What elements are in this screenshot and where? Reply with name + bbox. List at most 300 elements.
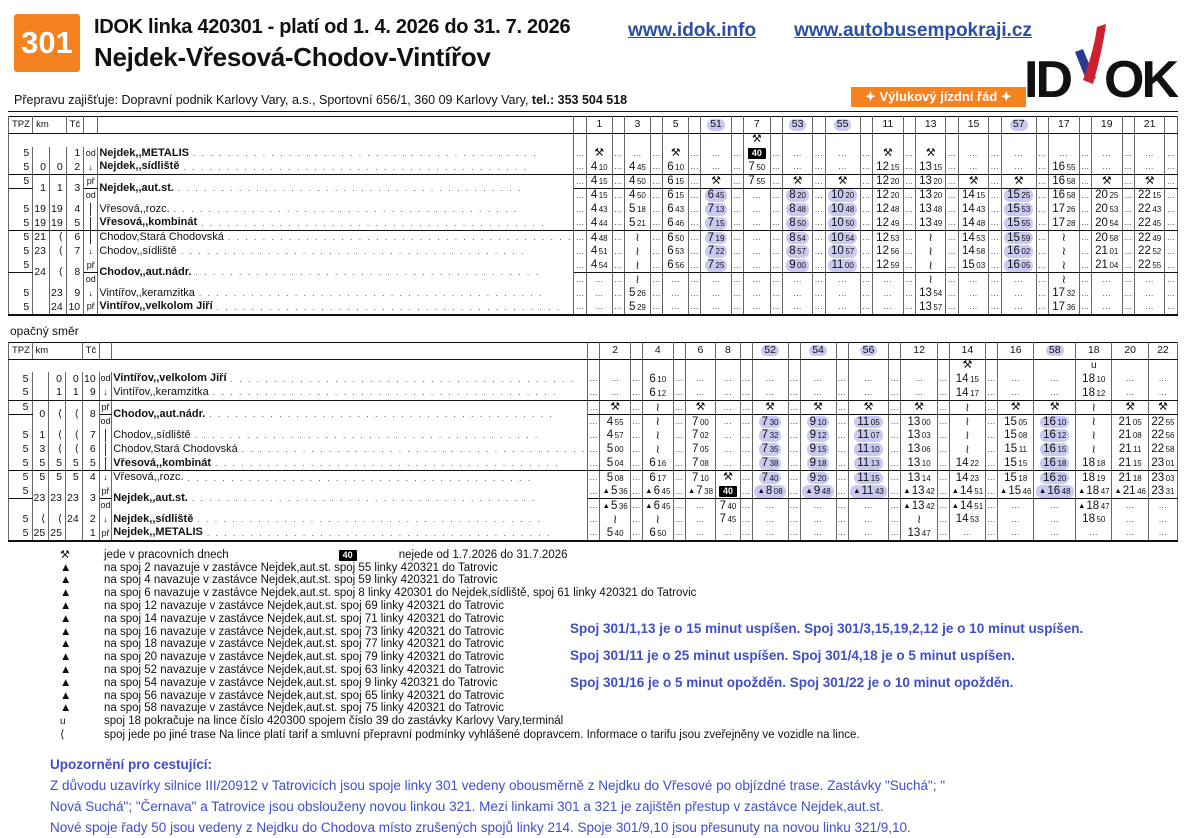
time-value: 13 00 xyxy=(907,415,931,428)
spacer-dots: ... xyxy=(837,528,847,538)
spacer-dots: ... xyxy=(789,430,799,440)
time-value: 14 58 xyxy=(961,245,986,258)
time-cell xyxy=(586,217,612,231)
spacer-cell xyxy=(860,189,872,203)
other-route-icon: ≀ xyxy=(1061,272,1067,287)
spacer-column-header xyxy=(889,342,901,359)
time-value: 20 25 xyxy=(1095,189,1119,202)
spacer-cell xyxy=(1036,147,1048,161)
tc-value: 3 xyxy=(66,175,83,203)
time-value: 13 49 xyxy=(919,216,943,229)
tpz-value xyxy=(9,189,33,203)
time-cell xyxy=(782,273,812,287)
time-value: 12 20 xyxy=(876,175,900,188)
time-cell xyxy=(825,301,860,315)
time-cell xyxy=(1049,175,1080,189)
spacer-dots: ... xyxy=(1124,302,1133,312)
trip-number: 53 xyxy=(789,119,807,130)
spacer-cell xyxy=(889,443,901,457)
spacer-dots: ... xyxy=(890,430,899,440)
trip-number: 22 xyxy=(1157,344,1169,357)
time-cell xyxy=(716,527,740,541)
spacer-cell xyxy=(889,485,901,499)
time-value: 4 57 xyxy=(606,429,624,442)
spacer-cell xyxy=(689,301,701,315)
spacer-cell xyxy=(813,273,825,287)
time-cell xyxy=(915,245,946,259)
time-cell xyxy=(744,175,771,189)
tpz-value: 5 xyxy=(9,527,33,541)
station-cell xyxy=(112,471,588,485)
notice-title: Upozornění pro cestující: xyxy=(50,756,213,772)
time-cell xyxy=(752,527,788,541)
km-value xyxy=(33,287,50,301)
time-cell xyxy=(1034,443,1076,457)
not-served-dots: ... xyxy=(1050,514,1059,524)
time-value: 7 32 xyxy=(759,429,782,442)
time-value: 14 53 xyxy=(955,513,979,526)
station-name: Vintířov,,velkolom Jiří xyxy=(99,301,213,313)
spacer-dots: ... xyxy=(1038,302,1047,312)
time-cell xyxy=(958,175,989,189)
spacer-dots: ... xyxy=(990,204,1000,214)
time-value: ▲21 46 xyxy=(1114,485,1146,498)
time-value: 16 02 xyxy=(1004,245,1033,258)
tpz-value: 5 xyxy=(9,147,33,161)
time-cell xyxy=(625,175,651,189)
spacer-dots: ... xyxy=(862,148,871,158)
spacer-dots: ... xyxy=(1081,190,1090,200)
spacer-dots: ... xyxy=(814,148,823,158)
spacer-cell xyxy=(946,273,958,287)
spacer-cell xyxy=(631,499,643,513)
connection-icon: ▲ xyxy=(60,625,72,638)
passenger-notice xyxy=(8,754,1178,838)
spacer-dots: ... xyxy=(1081,246,1090,256)
time-cell xyxy=(625,147,651,161)
spacer-cell xyxy=(986,415,998,429)
time-cell xyxy=(825,161,860,175)
spacer-cell xyxy=(740,386,752,400)
tpz-value: 5 xyxy=(9,485,33,499)
other-route-icon: ≀ xyxy=(635,230,640,244)
other-route-icon: ≀ xyxy=(1061,244,1067,258)
other-route-icon: ≀ xyxy=(928,230,933,244)
km-header: km xyxy=(32,342,82,359)
time-cell xyxy=(1034,471,1076,485)
legend-row xyxy=(8,562,1178,575)
trip-column-header xyxy=(1091,117,1122,134)
time-cell xyxy=(901,400,937,415)
not-served-dots: ... xyxy=(1014,162,1023,172)
not-served-dots: ... xyxy=(671,302,680,312)
time-cell xyxy=(1134,287,1165,301)
legend-symbol xyxy=(60,715,104,729)
spacer-cell xyxy=(989,217,1001,231)
spacer-cell xyxy=(836,527,848,541)
time-value: 7 38 xyxy=(759,457,782,470)
spacer-cell xyxy=(612,231,624,245)
dotted-leader: . . . . . . . . . . . . . . . . . . . . . . . . . . . . . . . . . . . . . . . . xyxy=(194,431,540,441)
time-cell xyxy=(998,443,1034,457)
time-cell xyxy=(716,415,740,429)
time-cell xyxy=(600,527,631,541)
spacer-cell xyxy=(1079,301,1091,315)
time-cell xyxy=(1112,499,1148,513)
time-cell xyxy=(586,259,612,273)
spacer-cell xyxy=(631,429,643,443)
time-value: 11 00 xyxy=(828,259,856,272)
spacer-cell xyxy=(631,372,643,386)
spacer-dots: ... xyxy=(905,246,914,256)
trip-number: 14 xyxy=(961,344,974,357)
spacer-dots: ... xyxy=(862,190,871,200)
spacer-cell xyxy=(612,273,624,287)
spacer-dots: ... xyxy=(890,402,899,412)
time-cell xyxy=(1049,147,1080,161)
time-value: 18 18 xyxy=(1082,457,1106,470)
time-cell xyxy=(685,429,716,443)
spacer-cell xyxy=(740,513,752,527)
legend-symbol xyxy=(60,677,104,690)
spacer-dots: ... xyxy=(733,190,742,200)
time-cell xyxy=(1134,189,1165,203)
not-served-dots: ... xyxy=(813,528,823,538)
time-cell xyxy=(1091,301,1122,315)
tc-header: Tč xyxy=(82,342,99,359)
dotted-leader: . . . . . . . . . . . . . . . . . . . . . . . . . . . . . . . . . . . . . . . . xyxy=(227,233,573,243)
spacer-cell xyxy=(631,513,643,527)
time-cell xyxy=(848,457,889,471)
time-cell xyxy=(600,415,631,429)
band-cell xyxy=(1076,359,1112,372)
spacer-cell xyxy=(1122,175,1134,189)
legend-text: na spoj 16 navazuje v zastávce Nejdek,aut.st. spoj 73 linky 420321 do Tatrovic xyxy=(104,625,504,638)
spacer-dots: ... xyxy=(987,388,996,398)
direction-mark: př xyxy=(99,485,111,499)
not-served-dots: ... xyxy=(611,374,620,384)
time-cell xyxy=(663,245,689,259)
spacer-dots: ... xyxy=(576,260,585,270)
dotted-leader: . . . . . . . . . . . . . . . . . . . . . . . . . . . . . . . . . . . . . . . . xyxy=(216,302,562,312)
not-served-dots: ... xyxy=(864,528,873,538)
time-cell xyxy=(901,443,937,457)
band-cell xyxy=(631,359,643,372)
spacer-dots: ... xyxy=(948,218,957,228)
spacer-dots: ... xyxy=(837,458,847,468)
time-value: 6 15 xyxy=(667,189,685,202)
spacer-cell xyxy=(889,386,901,400)
time-value: 4 48 xyxy=(590,231,608,244)
connection-icon: ▲ xyxy=(645,500,653,510)
km-value: 25 xyxy=(49,527,66,541)
spacer-dots: ... xyxy=(905,162,914,172)
spacer-dots: ... xyxy=(742,473,751,483)
connection-icon: ▲ xyxy=(1077,500,1086,510)
spacer-dots: ... xyxy=(789,417,799,427)
not-served-dots: ... xyxy=(864,374,873,384)
spacer-cell xyxy=(788,372,800,386)
spacer-cell xyxy=(946,175,958,189)
spacer-cell xyxy=(770,245,782,259)
spacer-dots: ... xyxy=(576,288,585,298)
spacer-dots: ... xyxy=(632,430,641,440)
time-value: ▲13 42 xyxy=(903,485,935,498)
band-cell xyxy=(770,134,782,147)
spacer-cell xyxy=(650,161,662,175)
time-cell xyxy=(848,443,889,457)
time-cell xyxy=(901,471,937,485)
connection-icon: ▲ xyxy=(602,486,610,496)
spacer-cell xyxy=(788,386,800,400)
time-cell xyxy=(1148,527,1177,541)
not-served-dots: ... xyxy=(969,162,978,172)
spacer-dots: ... xyxy=(890,458,899,468)
spacer-dots: ... xyxy=(589,444,598,454)
time-cell xyxy=(958,273,989,287)
band-cell xyxy=(1165,134,1178,147)
spacer-cell xyxy=(770,259,782,273)
tpz-value: 5 xyxy=(9,372,33,386)
workdays-icon: ⚒ xyxy=(962,359,973,372)
connection-icon: ▲ xyxy=(903,500,911,510)
not-served-dots: ... xyxy=(752,275,761,285)
spacer-dots: ... xyxy=(1167,275,1176,285)
spacer-dots: ... xyxy=(837,473,847,483)
km-value: 24 xyxy=(65,513,82,527)
idok-logo xyxy=(1024,16,1176,109)
time-cell xyxy=(873,287,904,301)
time-cell xyxy=(1091,175,1122,189)
other-route-icon: ≀ xyxy=(655,428,661,442)
spacer-cell xyxy=(1036,231,1048,245)
not-served-dots: ... xyxy=(1126,388,1135,398)
station-cell xyxy=(98,231,574,245)
km-value: 19 xyxy=(33,217,50,231)
time-cell xyxy=(800,485,836,499)
station-name: Nejdek,,aut.st. xyxy=(113,492,188,504)
spacer-cell xyxy=(650,203,662,217)
time-cell xyxy=(782,245,812,259)
spacer-cell xyxy=(1165,287,1178,301)
spacer-dots: ... xyxy=(990,302,1000,312)
time-cell xyxy=(825,175,860,189)
not-served-dots: ... xyxy=(969,148,978,158)
spacer-cell xyxy=(673,400,685,415)
spacer-cell xyxy=(788,527,800,541)
spacer-cell xyxy=(612,189,624,203)
band-cell xyxy=(1112,359,1148,372)
spacer-dots: ... xyxy=(1124,176,1133,186)
km-value xyxy=(49,147,66,161)
spacer-cell xyxy=(770,287,782,301)
spacer-cell xyxy=(689,161,701,175)
km-value: 1 xyxy=(32,429,49,443)
spacer-cell xyxy=(1122,301,1134,315)
spacer-cell xyxy=(989,175,1001,189)
spacer-dots: ... xyxy=(1124,260,1133,270)
spacer-cell xyxy=(612,161,624,175)
time-cell xyxy=(1001,245,1036,259)
time-value: 7 02 xyxy=(692,429,709,442)
time-cell xyxy=(782,147,812,161)
time-cell xyxy=(600,471,631,485)
link-idok[interactable]: www.idok.info xyxy=(628,20,757,41)
time-cell xyxy=(782,189,812,203)
spacer-cell xyxy=(1079,231,1091,245)
spacer-cell xyxy=(631,457,643,471)
spacer-cell xyxy=(588,457,600,471)
time-value: 4 10 xyxy=(590,160,608,173)
band-cell xyxy=(903,134,915,147)
other-route-icon: ≀ xyxy=(1091,414,1097,429)
workdays-icon: ⚒ xyxy=(914,400,925,413)
time-cell xyxy=(716,471,740,485)
spacer-cell xyxy=(770,189,782,203)
spacer-cell xyxy=(1165,273,1178,287)
workdays-icon: ⚒ xyxy=(751,133,762,146)
spacer-cell xyxy=(937,415,949,429)
time-cell xyxy=(1134,245,1165,259)
spacer-cell xyxy=(770,147,782,161)
time-cell xyxy=(958,231,989,245)
tc-header: Tč xyxy=(66,117,83,134)
time-cell xyxy=(1134,175,1165,189)
workdays-icon: ⚒ xyxy=(695,400,706,413)
other-route-icon: ≀ xyxy=(635,244,640,258)
time-value: 22 52 xyxy=(1138,245,1162,258)
spacer-dots: ... xyxy=(990,260,1000,270)
time-cell xyxy=(848,513,889,527)
time-cell xyxy=(600,372,631,386)
spacer-cell xyxy=(770,217,782,231)
spacer-cell xyxy=(673,527,685,541)
spacer-cell xyxy=(731,259,743,273)
spacer-dots: ... xyxy=(632,458,641,468)
station-cell xyxy=(98,245,574,259)
legend-text: na spoj 20 navazuje v zastávce Nejdek,aut.st. spoj 79 linky 420321 do Tatrovic xyxy=(104,651,504,664)
legend-symbol xyxy=(60,664,104,677)
spacer-dots: ... xyxy=(814,204,823,214)
band-cell xyxy=(1001,134,1036,147)
not-served-dots: ... xyxy=(711,302,721,312)
time-cell xyxy=(825,217,860,231)
legend-text: na spoj 4 navazuje v zastávce Nejdek,aut.st. spoj 59 linky 420321 do Tatrovic xyxy=(104,574,498,587)
spacer-cell xyxy=(836,429,848,443)
time-cell xyxy=(998,415,1034,429)
spacer-cell xyxy=(903,161,915,175)
time-value: 13 20 xyxy=(919,189,943,202)
spacer-dots: ... xyxy=(675,528,684,538)
spacer-cell xyxy=(740,527,752,541)
spacer-dots: ... xyxy=(789,528,799,538)
time-cell xyxy=(800,400,836,415)
not-served-dots: ... xyxy=(752,204,761,214)
tc-value: 7 xyxy=(66,245,83,259)
band-cell xyxy=(1079,134,1091,147)
other-route-icon: ⟨ xyxy=(60,728,65,741)
spacer-dots: ... xyxy=(576,302,585,312)
spacer-cell xyxy=(612,175,624,189)
time-cell xyxy=(949,527,985,541)
spacer-cell xyxy=(937,457,949,471)
spacer-cell xyxy=(588,400,600,415)
time-cell xyxy=(1034,527,1076,541)
time-value: 6 50 xyxy=(649,526,667,539)
time-cell xyxy=(716,372,740,386)
time-cell xyxy=(873,301,904,315)
spacer-column-header xyxy=(860,117,872,134)
time-cell xyxy=(782,161,812,175)
spacer-cell xyxy=(836,372,848,386)
spacer-cell xyxy=(673,457,685,471)
not-served-dots: ... xyxy=(1011,514,1020,524)
time-cell xyxy=(744,217,771,231)
spacer-dots: ... xyxy=(948,246,957,256)
link-autobusempokraji[interactable]: www.autobusempokraji.cz xyxy=(794,20,1032,41)
band-cell xyxy=(650,134,662,147)
time-cell xyxy=(1076,400,1112,415)
time-value: 7 30 xyxy=(759,416,782,429)
spacer-dots: ... xyxy=(814,302,823,312)
time-cell xyxy=(716,513,740,527)
spacer-cell xyxy=(740,471,752,485)
time-cell xyxy=(701,217,731,231)
band-cell xyxy=(1091,134,1122,147)
time-cell xyxy=(752,429,788,443)
connection-icon: ▲ xyxy=(805,486,813,496)
station-cell xyxy=(98,217,574,231)
time-value: 9 10 xyxy=(807,416,830,429)
spacer-dots: ... xyxy=(733,218,742,228)
not-served-dots: ... xyxy=(752,288,761,298)
spacer-dots: ... xyxy=(814,218,823,228)
band-cell xyxy=(915,134,946,147)
spacer-dots: ... xyxy=(837,402,847,412)
spacer-dots: ... xyxy=(789,374,799,384)
spacer-dots: ... xyxy=(733,246,742,256)
spacer-column-header xyxy=(574,117,586,134)
spacer-dots: ... xyxy=(690,218,699,228)
spacer-dots: ... xyxy=(652,302,661,312)
spacer-cell xyxy=(986,372,998,386)
time-value: 13 57 xyxy=(919,300,943,313)
spacer-cell xyxy=(836,485,848,499)
spacer-dots: ... xyxy=(905,204,914,214)
spacer-dots: ... xyxy=(948,302,957,312)
time-cell xyxy=(901,429,937,443)
spacer-cell xyxy=(574,245,586,259)
time-value: 18 10 xyxy=(1082,372,1106,385)
time-cell xyxy=(873,147,904,161)
tpz-value: 5 xyxy=(9,301,33,315)
time-value: 16 15 xyxy=(1040,443,1069,456)
opposite-direction-label: opačný směr xyxy=(10,323,79,338)
spacer-cell xyxy=(612,259,624,273)
spacer-cell xyxy=(937,443,949,457)
spacer-dots: ... xyxy=(632,528,641,538)
legend-text: jede v pracovních dnech xyxy=(104,548,229,561)
workdays-icon: ⚒ xyxy=(723,471,733,484)
direction-header xyxy=(99,342,111,359)
time-value: 12 53 xyxy=(876,231,900,244)
time-value: 13 47 xyxy=(907,526,931,539)
other-route-icon: ≀ xyxy=(612,512,618,526)
time-cell xyxy=(873,245,904,259)
not-running-badge: 40 xyxy=(339,550,357,561)
time-cell xyxy=(1148,386,1177,400)
spacer-dots: ... xyxy=(614,246,623,256)
